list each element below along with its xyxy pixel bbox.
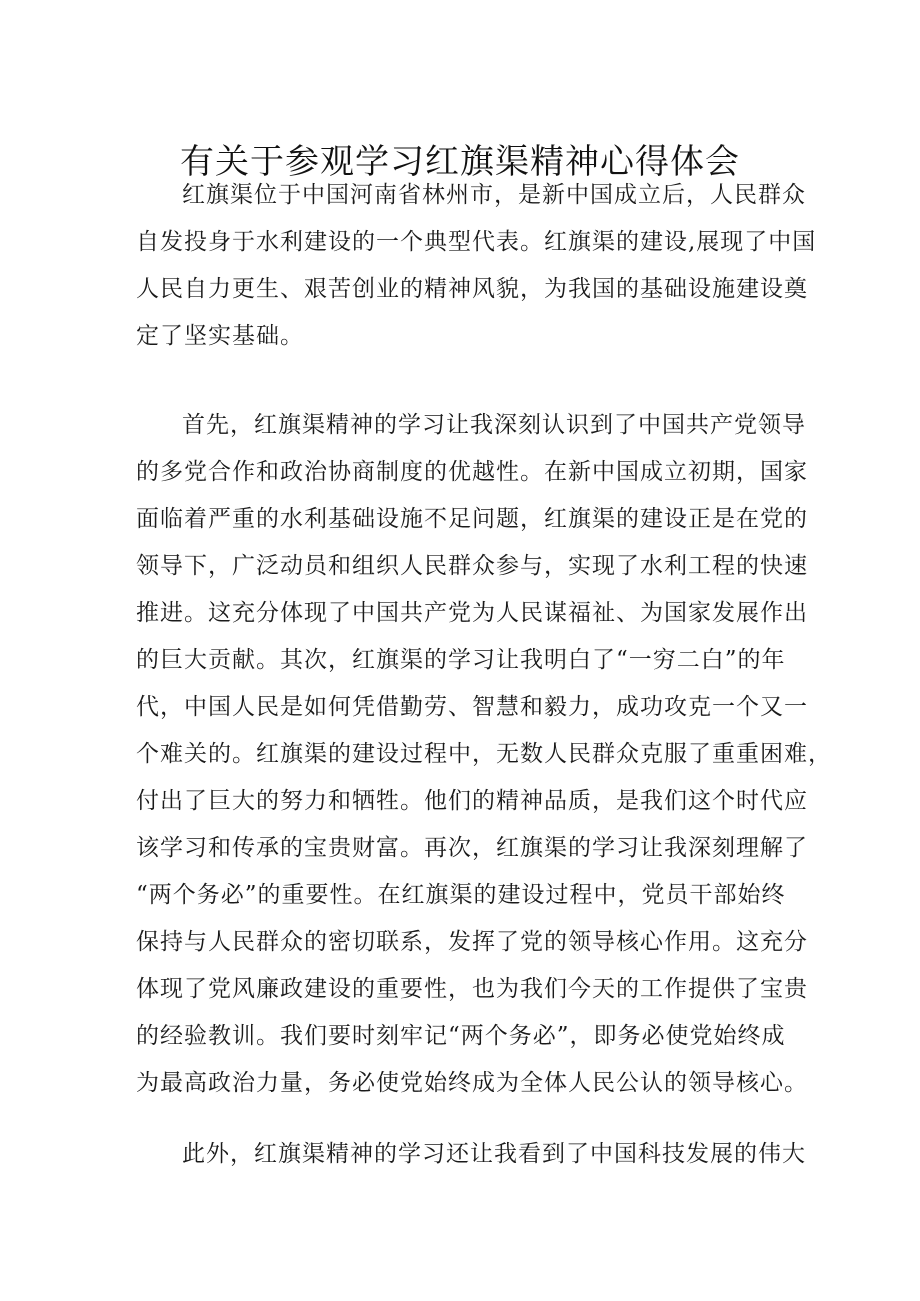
paragraph-2: [136, 402, 832, 1107]
paragraph-line: 领导下，广泛动员和组织人民群众参与，实现了水利工程的快速: [136, 553, 808, 579]
paragraph-3: [136, 1131, 806, 1178]
paragraph-line: 定了坚实基础。: [136, 323, 304, 349]
paragraph-line: 人民自力更生、艰苦创业的精神风貌，为我国的基础设施建设奠: [136, 276, 808, 302]
paragraph-line: 的巨大贡献。其次，红旗渠的学习让我明白了“一穷二白”的年: [136, 647, 786, 673]
paragraph-line: 个难关的。红旗渠的建设过程中，无数人民群众克服了重重困难，: [136, 741, 832, 767]
paragraph-line: 代，中国人民是如何凭借勤劳、智慧和毅力，成功攻克一个又一: [136, 694, 808, 720]
paragraph-1: [136, 172, 817, 360]
paragraph-line: “两个务必”的重要性。在红旗渠的建设过程中，党员干部始终: [136, 882, 786, 908]
paragraph-line: 首先，红旗渠精神的学习让我深刻认识到了中国共产党领导: [182, 412, 806, 438]
paragraph-line: 体现了党风廉政建设的重要性，也为我们今天的工作提供了宝贵: [136, 976, 808, 1002]
paragraph-line: 为最高政治力量，务必使党始终成为全体人民公认的领导核心。: [136, 1070, 808, 1096]
paragraph-line: 该学习和传承的宝贵财富。再次，红旗渠的学习让我深刻理解了: [136, 835, 808, 861]
document-title: 有关于参观学习红旗渠精神心得体会: [180, 142, 740, 182]
paragraph-line: 推进。这充分体现了中国共产党为人民谋福祉、为国家发展作出: [136, 600, 808, 626]
paragraph-line: 的经验教训。我们要时刻牢记“两个务必”，即务必使党始终成: [136, 1023, 786, 1049]
paragraph-line: 的多党合作和政治协商制度的优越性。在新中国成立初期，国家: [136, 459, 808, 485]
paragraph-line: 付出了巨大的努力和牺牲。他们的精神品质，是我们这个时代应: [136, 788, 808, 814]
paragraph-line: 自发投身于水利建设的一个典型代表。红旗渠的建设,展现了中国: [136, 229, 817, 255]
paragraph-line: 保持与人民群众的密切联系，发挥了党的领导核心作用。这充分: [136, 929, 808, 955]
paragraph-line: 红旗渠位于中国河南省林州市，是新中国成立后，人民群众: [182, 182, 806, 208]
paragraph-line: 面临着严重的水利基础设施不足问题，红旗渠的建设正是在党的: [136, 506, 808, 532]
paragraph-line: 此外，红旗渠精神的学习还让我看到了中国科技发展的伟大: [182, 1141, 806, 1167]
